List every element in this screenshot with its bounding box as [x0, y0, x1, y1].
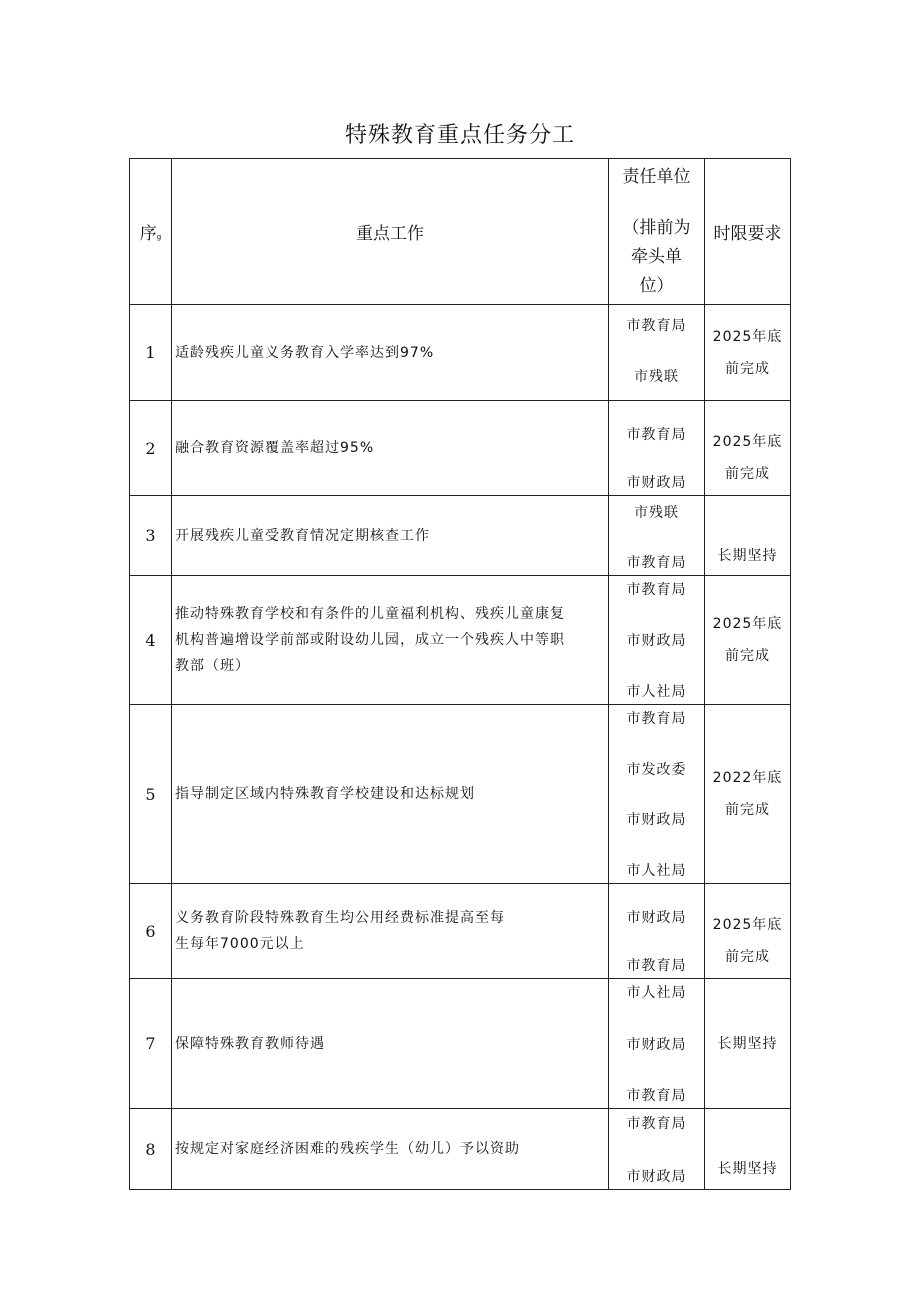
responsible-unit: 市财政局	[626, 633, 687, 649]
work-line: 生每年7000元以上	[175, 936, 305, 952]
row-responsible-units	[609, 1109, 705, 1190]
work-line: 保障特殊教育教师待遇	[175, 1035, 325, 1052]
responsible-unit: 市残联	[634, 369, 679, 385]
table-row	[130, 576, 791, 705]
row-responsible-units	[609, 884, 705, 979]
responsible-unit: 市教育局	[626, 1088, 687, 1104]
row-seq: 2	[130, 401, 172, 496]
responsible-unit: 市财政局	[626, 1036, 687, 1053]
responsible-unit: 市人社局	[626, 684, 687, 700]
header-seq: 序	[139, 224, 157, 244]
row-work	[172, 884, 609, 979]
row-work	[172, 401, 609, 496]
time-line: 前完成	[725, 648, 770, 664]
time-line: 长期坚持	[717, 1035, 778, 1052]
table-row	[130, 305, 791, 401]
time-line: 前完成	[725, 802, 770, 818]
row-seq: 8	[130, 1109, 172, 1190]
responsible-unit: 市残联	[634, 505, 679, 521]
time-line: 2025年底	[712, 328, 783, 345]
header-responsible-unit	[609, 159, 705, 305]
page-title: 特殊教育重点任务分工	[344, 123, 575, 148]
responsible-unit: 市教育局	[626, 1116, 687, 1132]
row-responsible-units	[609, 576, 705, 705]
time-line: 前完成	[725, 360, 770, 377]
row-responsible-units	[609, 979, 705, 1109]
row-time-requirement	[705, 401, 791, 496]
responsible-unit: 市财政局	[626, 812, 687, 829]
table-row	[130, 705, 791, 884]
work-line: 按规定对家庭经济困难的残疾学生（幼儿）予以资助	[175, 1141, 520, 1157]
row-responsible-units	[609, 496, 705, 576]
row-responsible-units	[609, 401, 705, 496]
responsible-unit: 市教育局	[626, 555, 687, 571]
work-line: 推动特殊教育学校和有条件的儿童福利机构、残疾儿童康复	[175, 606, 565, 622]
row-work	[172, 1109, 609, 1190]
row-seq: 7	[130, 979, 172, 1109]
row-work	[172, 496, 609, 576]
table-row	[130, 1109, 791, 1190]
time-line: 前完成	[725, 466, 770, 482]
time-line: 前完成	[725, 949, 770, 965]
header-resp-line4: 位）	[639, 275, 674, 296]
work-line: 适龄残疾儿童义务教育入学率达到97%	[175, 344, 435, 361]
row-seq: 1	[130, 305, 172, 401]
time-line: 2025年底	[712, 434, 783, 450]
header-time: 时限要求	[705, 159, 791, 305]
header-work: 重点工作	[172, 159, 609, 305]
row-seq: 3	[130, 496, 172, 576]
header-resp-line3: 牵头单	[631, 246, 682, 267]
row-work	[172, 705, 609, 884]
header-seq-cell	[130, 159, 172, 305]
row-seq: 5	[130, 705, 172, 884]
table-row	[130, 884, 791, 979]
responsible-unit: 市人社局	[626, 862, 687, 879]
header-resp-line2: （排前为	[622, 217, 691, 238]
header-row	[130, 159, 791, 305]
time-line: 2025年底	[712, 917, 783, 933]
work-line: 机构普遍增设学前部或附设幼儿园，成立一个残疾人中等职	[175, 632, 565, 648]
row-time-requirement	[705, 979, 791, 1109]
responsible-unit: 市教育局	[626, 582, 687, 598]
row-work	[172, 576, 609, 705]
row-responsible-units	[609, 705, 705, 884]
work-line: 开展残疾儿童受教育情况定期核查工作	[175, 527, 430, 544]
row-responsible-units	[609, 305, 705, 401]
row-work	[172, 979, 609, 1109]
row-work	[172, 305, 609, 401]
row-time-requirement	[705, 305, 791, 401]
time-line: 长期坚持	[717, 547, 778, 564]
work-line: 融合教育资源覆盖率超过95%	[175, 440, 375, 456]
header-resp-line1: 责任单位	[622, 166, 691, 187]
responsible-unit: 市教育局	[626, 427, 687, 443]
work-line: 义务教育阶段特殊教育生均公用经费标准提高至每	[175, 910, 505, 926]
row-time-requirement	[705, 496, 791, 576]
responsible-unit: 市教育局	[626, 958, 687, 974]
task-table	[129, 158, 791, 1190]
responsible-unit: 市财政局	[626, 1169, 687, 1185]
responsible-unit: 市人社局	[626, 985, 687, 1001]
row-seq: 4	[130, 576, 172, 705]
responsible-unit: 市教育局	[626, 711, 687, 727]
table-row	[130, 979, 791, 1109]
work-line: 教部（班）	[175, 658, 250, 674]
table-row	[130, 401, 791, 496]
responsible-unit: 市财政局	[626, 910, 687, 926]
header-seq-note: g	[156, 233, 162, 241]
table-row	[130, 496, 791, 576]
row-seq: 6	[130, 884, 172, 979]
row-time-requirement	[705, 576, 791, 705]
row-time-requirement	[705, 705, 791, 884]
row-time-requirement	[705, 1109, 791, 1190]
time-line: 2022年底	[712, 770, 783, 786]
responsible-unit: 市发改委	[626, 761, 687, 778]
time-line: 长期坚持	[717, 1161, 778, 1177]
work-line: 指导制定区域内特殊教育学校建设和达标规划	[175, 786, 475, 802]
responsible-unit: 市财政局	[626, 475, 687, 491]
responsible-unit: 市教育局	[626, 318, 687, 334]
row-time-requirement	[705, 884, 791, 979]
time-line: 2025年底	[712, 616, 783, 632]
